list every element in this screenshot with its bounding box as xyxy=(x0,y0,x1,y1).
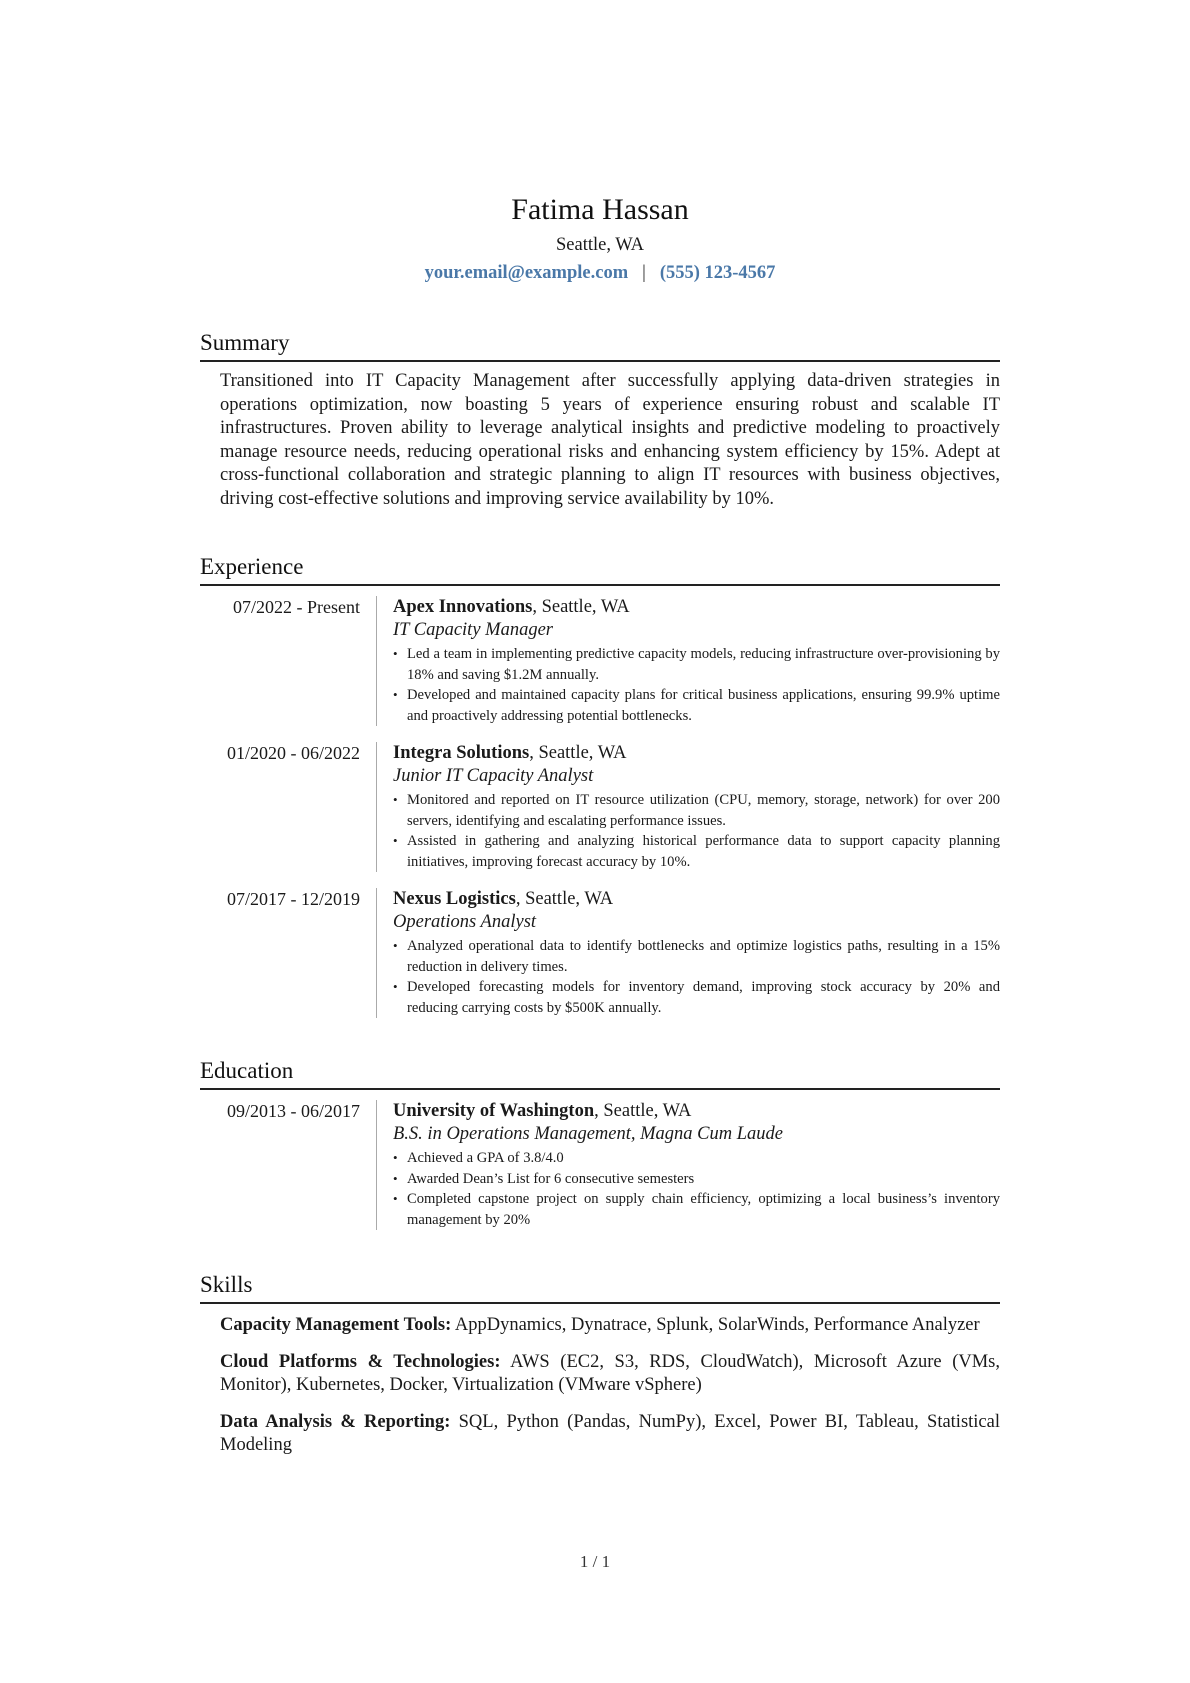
entry-date: 01/2020 - 06/2022 xyxy=(227,743,360,763)
experience-section xyxy=(200,552,1000,1018)
entry-bullets xyxy=(393,1148,1000,1230)
bullet-item: • Completed capstone project on supply chain efficiency, optimizing a local business’s inventory management by 20% xyxy=(393,1189,1000,1230)
experience-entry xyxy=(200,596,1000,726)
bullet-item: • Led a team in implementing predictive capacity models, reducing infrastructure over-provisioning by 18% and saving $1.2M annually. xyxy=(393,644,1000,685)
experience-heading: Experience xyxy=(200,552,1000,586)
entry-title xyxy=(393,1100,1000,1123)
skill-row xyxy=(200,1411,1000,1458)
entry-role: Operations Analyst xyxy=(393,912,537,932)
entry-organization: Integra Solutions xyxy=(393,743,530,763)
entry-date: 07/2022 - Present xyxy=(233,597,360,617)
entry-date: 07/2017 - 12/2019 xyxy=(227,889,360,909)
bullet-item: • Developed and maintained capacity plans for critical business applications, ensuring 99.9% uptime and proactively addressing potential bottlenecks. xyxy=(393,685,1000,726)
entry-title xyxy=(393,888,1000,911)
entry-role: IT Capacity Manager xyxy=(393,620,553,640)
entry-bullets xyxy=(393,936,1000,1018)
bullet-item: • Monitored and reported on IT resource utilization (CPU, memory, storage, network) for over 200 servers, identifying and escalating performance issues. xyxy=(393,790,1000,831)
skill-category: Data Analysis & Reporting: xyxy=(220,1411,451,1432)
skill-category: Capacity Management Tools: xyxy=(220,1315,452,1335)
candidate-name: Fatima Hassan xyxy=(511,193,689,226)
skill-list: SQL, Python (Pandas, NumPy), Excel, Power BI, Tableau, Statistical Modeling xyxy=(220,1411,1000,1455)
entry-location: , Seattle, WA xyxy=(594,1101,692,1121)
education-entry xyxy=(200,1100,1000,1230)
experience-entry xyxy=(200,742,1000,872)
entry-bullets xyxy=(393,790,1000,872)
entry-title xyxy=(393,742,1000,765)
skill-row xyxy=(200,1314,1000,1338)
entry-title xyxy=(393,596,1000,619)
email-link[interactable]: your.email@example.com xyxy=(424,263,629,283)
entry-organization: Nexus Logistics xyxy=(393,889,516,909)
contact-separator: | xyxy=(642,263,646,283)
phone-link[interactable]: (555) 123-4567 xyxy=(659,263,776,283)
bullet-item: • Developed forecasting models for inventory demand, improving stock accuracy by 20% and reducing carrying costs by $500K annually. xyxy=(393,977,1000,1018)
skill-row xyxy=(200,1351,1000,1398)
skill-category: Cloud Platforms & Technologies: xyxy=(220,1351,501,1372)
entry-date: 09/2013 - 06/2017 xyxy=(227,1101,360,1121)
skills-heading: Skills xyxy=(200,1270,1000,1304)
summary-heading: Summary xyxy=(200,328,1000,362)
entry-location: , Seattle, WA xyxy=(532,597,630,617)
bullet-item: • Awarded Dean’s List for 6 consecutive semesters xyxy=(393,1169,1000,1190)
skill-list: AppDynamics, Dynatrace, Splunk, SolarWinds, Performance Analyzer xyxy=(451,1315,980,1335)
resume-header xyxy=(200,190,1000,286)
education-section xyxy=(200,1056,1000,1230)
bullet-item: • Assisted in gathering and analyzing historical performance data to support capacity planning initiatives, improving forecast accuracy by 10%. xyxy=(393,831,1000,872)
experience-entry xyxy=(200,888,1000,1018)
entry-body xyxy=(376,742,1000,872)
bullet-item: • Analyzed operational data to identify bottlenecks and optimize logistics paths, resulting in a 15% reduction in delivery times. xyxy=(393,936,1000,977)
entry-bullets xyxy=(393,644,1000,726)
entry-organization: University of Washington xyxy=(393,1101,595,1121)
entry-body xyxy=(376,596,1000,726)
skills-section xyxy=(200,1270,1000,1458)
entry-organization: Apex Innovations xyxy=(393,597,533,617)
candidate-location: Seattle, WA xyxy=(555,235,645,255)
entry-location: , Seattle, WA xyxy=(529,743,627,763)
page-number: 1 / 1 xyxy=(579,1552,611,1571)
entry-location: , Seattle, WA xyxy=(515,889,614,909)
summary-text: Transitioned into IT Capacity Management after successfully applying data-driven strategies in operations optimization, now boasting 5 years of experience ensuring robust and scalable IT infrastructures. Proven ability to leverage analytical insights and predictive modeling to proactively manage resource needs, reducing operational risks and enhancing system efficiency by 15%. Adept at cross-functional collaboration and strategic planning to align IT resources with business objectives, driving cost-effective solutions and improving service availability by 10%. xyxy=(220,371,1000,509)
entry-body xyxy=(376,888,1000,1018)
education-heading: Education xyxy=(200,1056,1000,1090)
entry-role: Junior IT Capacity Analyst xyxy=(393,766,594,786)
skill-list: AWS (EC2, S3, RDS, CloudWatch), Microsoft Azure (VMs, Monitor), Kubernetes, Docker, Virtualization (VMware vSphere) xyxy=(220,1351,1001,1395)
bullet-item: • Achieved a GPA of 3.8/4.0 xyxy=(393,1148,1000,1169)
contact-line xyxy=(200,260,1000,286)
resume-page xyxy=(200,190,1001,1455)
entry-body xyxy=(376,1100,1000,1230)
summary-section xyxy=(200,328,1000,511)
entry-degree: B.S. in Operations Management, Magna Cum Laude xyxy=(393,1124,784,1144)
